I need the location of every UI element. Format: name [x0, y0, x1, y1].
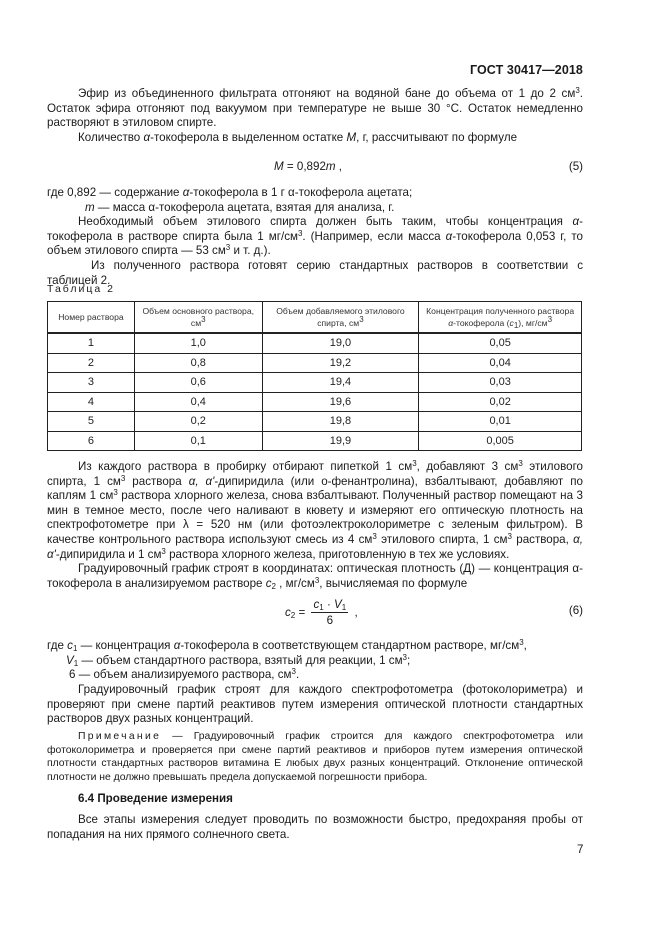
table-row	[48, 431, 582, 451]
text: Необходимый объем этилового спирта должен быть таким, чтобы концентрация	[78, 215, 573, 228]
cell-ethanol-volume: 19,4	[262, 373, 419, 393]
text: этилового спирта, 1 см	[376, 532, 508, 546]
formula-5-legend	[47, 186, 583, 215]
subscript: 1	[513, 321, 519, 330]
cell-base-volume: 1,0	[134, 333, 262, 353]
variable-M: M	[346, 131, 357, 144]
note-text: — Градуировочный график строится для каждого спектрофотометра или фотоколориметра и проверяется при смене партий реактивов и приборов путем измерения оптической плотности стандартных растворов витамина Е любых двух разных концентраций. Отклонение оптической плотности не должно превышать предела допускаемой погрешности прибора.	[47, 731, 583, 783]
alpha-symbol: α, α'	[47, 532, 583, 561]
text: , г, рассчитывают по формуле	[356, 131, 518, 144]
cell-base-volume: 0,2	[134, 412, 262, 432]
cell-base-volume: 0,8	[134, 353, 262, 373]
text: этилового спирта, 1 см	[47, 460, 583, 488]
alpha-symbol: α	[448, 318, 454, 328]
subscript: 1	[341, 603, 347, 612]
formula-6-number: (6)	[568, 604, 583, 617]
table-caption: Таблица 2	[47, 283, 115, 295]
text: .	[295, 668, 300, 682]
alpha-symbol: α	[572, 215, 580, 228]
text: -токоферола в выделенном остатке	[150, 131, 347, 144]
text: раствора	[125, 474, 189, 488]
text: -дипиридила и 1 см	[55, 547, 162, 561]
alpha-symbol: α	[182, 186, 190, 199]
text: и т. д.).	[230, 244, 271, 258]
text: ;	[407, 653, 411, 667]
formula-5-number: (5)	[568, 160, 583, 173]
cell-solution-number: 3	[48, 373, 135, 393]
text: Объем основного раствора, см	[142, 306, 254, 328]
cell-ethanol-volume: 19,2	[262, 353, 419, 373]
text: . Остаток эфира отгоняют под вакуумом при температуре не выше 30 °С. Остаток немедленно растворяют в этиловом спирте.	[47, 87, 583, 130]
superscript: 3	[291, 667, 296, 677]
cell-base-volume: 0,1	[134, 431, 262, 451]
superscript: 3	[225, 243, 231, 253]
text: = 0,892	[283, 160, 326, 173]
column-header-base-volume	[134, 302, 262, 334]
text: Градуировочный график строят для каждого спектрофотометра (фотоколориметра) и проверяют при смене партий реактивов путем измерения оптической плотности стандартных растворов двух разных концентраций.	[47, 683, 583, 726]
table-row	[48, 373, 582, 393]
text: Все этапы измерения следует проводить по возможности быстро, предохраняя пробы от попадания на них прямого солнечного света.	[47, 813, 583, 841]
text: — масса α-токоферола ацетата, взятая для анализа, г.	[94, 200, 395, 214]
text: -токоферола 0,053 г, то объем этилового спирта — 53 см	[47, 229, 583, 258]
superscript: 3	[359, 315, 364, 324]
text: Объем добавляемого этилового спирта, см	[276, 306, 405, 328]
text: -токоферола (	[453, 318, 510, 328]
text: Номер раствора	[58, 312, 124, 322]
text: -токоферола в 1 г α-токоферола ацетата;	[189, 186, 413, 199]
text: , добавляют 3 см	[416, 460, 519, 473]
text: , мг/см	[275, 576, 315, 590]
paragraph-ethanol-volume	[47, 215, 583, 259]
cell-solution-number: 1	[48, 333, 135, 353]
text: Количество	[78, 131, 144, 144]
text: — объем стандартного раствора, взятый для реакции, 1 см	[78, 653, 403, 667]
cell-base-volume: 0,6	[134, 373, 262, 393]
text: ,	[351, 606, 358, 620]
superscript: 3	[372, 531, 377, 541]
section-heading-6-4: 6.4 Проведение измерения	[78, 792, 233, 805]
text: ), мг/см	[518, 318, 548, 328]
text: Концентрация полученного раствора	[426, 306, 575, 316]
text: — концентрация	[77, 639, 174, 652]
text: Из полученного раствора готовят серию стандартных растворов в соответствии с таблицей 2.	[47, 259, 583, 287]
fraction	[311, 598, 348, 628]
variable-c: c	[509, 318, 514, 328]
document-header-standard: ГОСТ 30417—2018	[469, 63, 583, 77]
text: раствора,	[511, 532, 574, 546]
superscript: 3	[161, 546, 166, 556]
superscript: 3	[507, 531, 512, 541]
variable-V: V	[66, 653, 74, 667]
superscript: 3	[402, 652, 407, 662]
paragraph-measurement-speed	[47, 813, 583, 842]
superscript: 3	[314, 575, 320, 585]
paragraph-calibration-check	[47, 683, 583, 727]
variable-M: M	[274, 160, 284, 173]
table-row	[48, 333, 582, 353]
variable-c: c	[265, 576, 272, 590]
subscript: 1	[72, 644, 78, 653]
subscript: 1	[73, 658, 79, 668]
column-header-solution-number	[48, 302, 135, 334]
superscript: 3	[113, 488, 118, 498]
text: -дипиридила (или о-фенантролина), взбалтывают, добавляют по каплям 1 см	[47, 474, 583, 503]
superscript: 3	[547, 315, 553, 324]
subscript: 2	[290, 611, 296, 621]
cell-ethanol-volume: 19,0	[262, 333, 419, 353]
cell-solution-number: 2	[48, 353, 135, 373]
variable-c: c	[67, 639, 73, 652]
superscript: 3	[297, 228, 303, 238]
variable-m: m	[85, 200, 95, 214]
variable-V: V	[334, 598, 342, 611]
table-row	[48, 392, 582, 412]
paragraph-procedure	[47, 460, 583, 562]
text: -токоферола в соответствующем стандартном растворе, мг/см	[180, 639, 520, 652]
cell-concentration: 0,005	[419, 431, 582, 451]
text: Из каждого раствора в пробирку отбирают пипеткой 1 см	[78, 460, 413, 473]
text: =	[295, 606, 309, 620]
subscript: 1	[319, 603, 324, 612]
variable-c: c	[285, 606, 291, 620]
text: Эфир из объединенного фильтрата отгоняют на водяной бане до объема от 1 до 2 см	[78, 87, 576, 100]
subscript: 2	[271, 581, 276, 591]
variable-m: m	[325, 160, 336, 173]
text: ·	[323, 598, 335, 611]
formula-6-legend	[47, 639, 583, 683]
text: . (Например, если масса	[302, 229, 446, 243]
text: где 0,892 — содержание	[47, 186, 183, 199]
cell-concentration: 0,01	[419, 412, 582, 432]
cell-concentration: 0,04	[419, 353, 582, 373]
text: ,	[523, 639, 527, 652]
superscript: 3	[120, 473, 126, 483]
table-row	[48, 353, 582, 373]
text: раствора хлорного железа, снова взбалтывают. Полученный раствор помещают на 3 мин в темное место, после чего наливают в кювету и измеряют его оптическую плотность на спектрофотометре при λ = 520 нм (или фотоэлектроколориметре с зеленым фильтром). В качестве контрольного раствора используют смесь из 4 см	[47, 489, 583, 546]
paragraph-tocopherol-quantity	[47, 131, 583, 146]
note-label: Примечание	[78, 731, 162, 742]
text: Градуировочный график строят в координатах: оптическая плотность (Д) — концентрация α-токоферола в анализируемом растворе	[47, 562, 583, 590]
cell-solution-number: 4	[48, 392, 135, 412]
alpha-symbol: α	[173, 639, 181, 652]
text: где	[47, 639, 68, 652]
page-number: 7	[577, 843, 584, 856]
superscript: 3	[519, 638, 524, 647]
formula-5-expression	[274, 160, 342, 173]
column-header-concentration	[419, 302, 582, 334]
text: раствора хлорного железа, приготовленную в тех же условиях.	[165, 547, 510, 561]
table-row	[48, 412, 582, 432]
column-header-ethanol-volume	[262, 302, 419, 334]
variable-c: c	[313, 598, 320, 611]
text: 6 — объем анализируемого раствора, см	[69, 668, 292, 682]
table-standard-solutions	[47, 301, 582, 451]
cell-solution-number: 5	[48, 412, 135, 432]
cell-ethanol-volume: 19,9	[262, 431, 419, 451]
superscript: 3	[412, 459, 417, 468]
cell-solution-number: 6	[48, 431, 135, 451]
paragraph-calibration-coordinates	[47, 562, 583, 591]
denominator: 6	[326, 614, 334, 627]
text: ,	[335, 160, 343, 173]
alpha-symbol: α	[143, 131, 151, 144]
superscript: 3	[575, 86, 580, 95]
formula-6-expression	[285, 598, 358, 628]
cell-ethanol-volume: 19,6	[262, 392, 419, 412]
text: -токоферола в растворе спирта была 1 мг/см	[47, 215, 583, 243]
superscript: 3	[518, 459, 523, 468]
alpha-symbol: α	[445, 229, 453, 243]
cell-base-volume: 0,4	[134, 392, 262, 412]
numerator	[311, 598, 348, 613]
text: , вычисляемая по формуле	[319, 576, 468, 590]
note-block	[47, 730, 583, 784]
alpha-symbol: α, α'	[188, 474, 215, 488]
cell-concentration: 0,05	[419, 333, 582, 353]
cell-concentration: 0,02	[419, 392, 582, 412]
cell-ethanol-volume: 19,8	[262, 412, 419, 432]
table-header-row	[48, 302, 582, 334]
superscript: 3	[201, 315, 206, 324]
paragraph-ether-distillation	[47, 87, 583, 131]
cell-concentration: 0,03	[419, 373, 582, 393]
